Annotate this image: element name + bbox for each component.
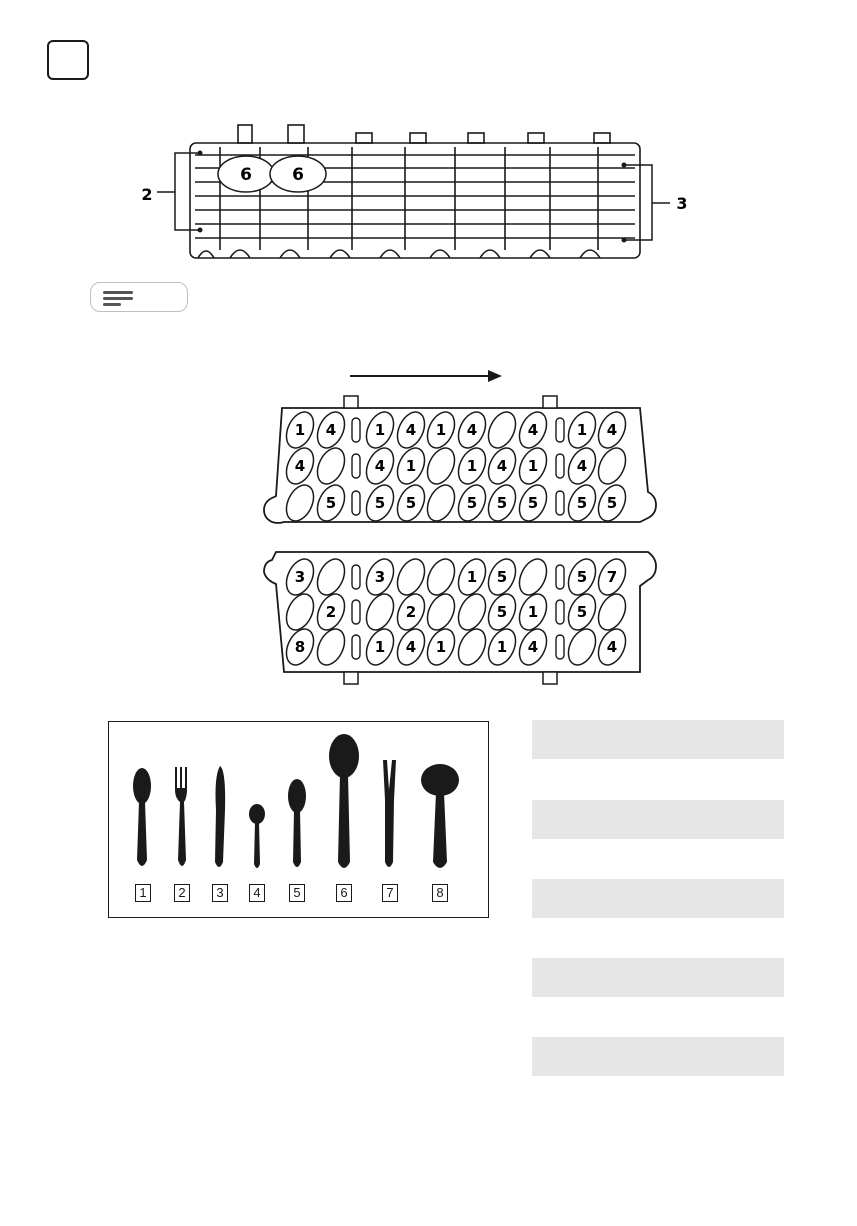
- tray-slot-label: 5: [576, 494, 588, 512]
- legend-number-5: 5: [289, 884, 305, 902]
- tray-slot-label: 4: [294, 457, 306, 475]
- tray-slot-label: 1: [374, 421, 386, 439]
- tray-divider: [556, 565, 564, 589]
- tray-slot-label: 4: [325, 421, 337, 439]
- tray-slot-label: 1: [294, 421, 306, 439]
- tray-slot-label: 4: [496, 457, 508, 475]
- tray-slot-label: 5: [405, 494, 417, 512]
- basket-tab: [468, 133, 484, 143]
- tray-slot-label: 3: [294, 568, 306, 586]
- tray-slot-label: 1: [374, 638, 386, 656]
- tray-divider: [352, 565, 360, 589]
- tray-slot-label: 1: [527, 457, 539, 475]
- basket-marker: 6: [240, 165, 252, 185]
- tray-slot-label: 4: [527, 638, 539, 656]
- tray-divider: [352, 418, 360, 442]
- tray-slot-label: 2: [325, 603, 337, 621]
- tray-slot-label: 4: [405, 421, 417, 439]
- tray-divider: [556, 418, 564, 442]
- tray-slot-label: 5: [527, 494, 539, 512]
- label-bar: [532, 958, 784, 997]
- tray-slot-label: 5: [496, 568, 508, 586]
- callout-left: 2: [141, 185, 153, 204]
- legend-number-7: 7: [382, 884, 398, 902]
- tray-slot-label: 1: [405, 457, 417, 475]
- tray-divider: [352, 454, 360, 478]
- basket-tab: [238, 125, 252, 143]
- tray-slot-label: 1: [466, 457, 478, 475]
- tray-slot-label: 3: [374, 568, 386, 586]
- label-bar: [532, 720, 784, 759]
- basket-marker: 6: [292, 165, 304, 185]
- tray-slot-label: 5: [466, 494, 478, 512]
- basket-tab: [410, 133, 426, 143]
- legend-number-2: 2: [174, 884, 190, 902]
- tray-slot-label: 8: [294, 638, 306, 656]
- tray-slot-label: 5: [606, 494, 618, 512]
- tray-slot-label: 5: [576, 568, 588, 586]
- bracket-left: [175, 153, 200, 230]
- tray-divider: [352, 635, 360, 659]
- arrow-head-icon: [488, 370, 502, 382]
- tray-slot-label: 5: [576, 603, 588, 621]
- label-bar: [532, 879, 784, 918]
- tray-slot-label: 5: [496, 603, 508, 621]
- tray-slot-label: 4: [374, 457, 386, 475]
- tray-slot-label: 1: [435, 421, 447, 439]
- tray-divider: [556, 635, 564, 659]
- tray-slot-label: 5: [374, 494, 386, 512]
- tray-slot-label: 4: [405, 638, 417, 656]
- legend-number-8: 8: [432, 884, 448, 902]
- tray-slot-label: 4: [576, 457, 588, 475]
- tray-divider: [556, 454, 564, 478]
- basket-tab: [288, 125, 304, 143]
- tray-slot-label: 4: [606, 421, 618, 439]
- basket-tab: [356, 133, 372, 143]
- callout-right: 3: [676, 194, 688, 213]
- tray-divider: [556, 600, 564, 624]
- tray-divider: [556, 491, 564, 515]
- label-bar: [532, 800, 784, 839]
- tray-slot-label: 1: [466, 568, 478, 586]
- bracket-right: [624, 165, 652, 240]
- tray-slot-label: 1: [496, 638, 508, 656]
- legend-number-6: 6: [336, 884, 352, 902]
- tray-slot-label: 4: [466, 421, 478, 439]
- tray-slot-label: 2: [405, 603, 417, 621]
- legend-number-1: 1: [135, 884, 151, 902]
- tray-slot-label: 7: [606, 568, 618, 586]
- tray-divider: [352, 491, 360, 515]
- tray-slot-label: 5: [325, 494, 337, 512]
- basket-tab: [594, 133, 610, 143]
- legend-number-4: 4: [249, 884, 265, 902]
- label-bar: [532, 1037, 784, 1076]
- tray-slot-label: 4: [606, 638, 618, 656]
- tray-slot-label: 1: [527, 603, 539, 621]
- basket-tab: [528, 133, 544, 143]
- note-icon: [90, 282, 188, 312]
- legend-number-3: 3: [212, 884, 228, 902]
- tray-slot-label: 4: [527, 421, 539, 439]
- tray-divider: [352, 600, 360, 624]
- tray-slot-label: 1: [576, 421, 588, 439]
- tray-slot-label: 1: [435, 638, 447, 656]
- tray-slot-label: 5: [496, 494, 508, 512]
